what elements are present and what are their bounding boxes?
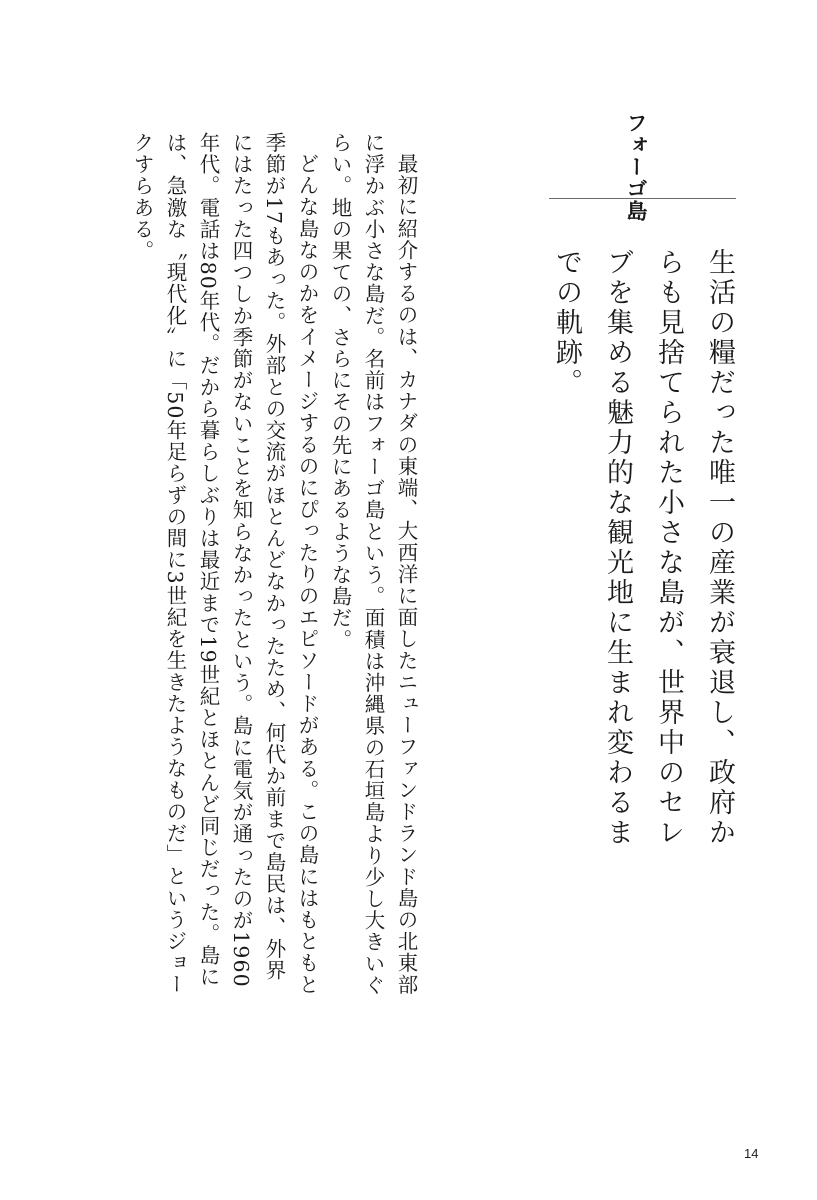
article-lead: 生活の糧だった唯一の産業が衰退し、政府からも見捨てられた小さな島が、世界中のセレブを集める魅力的な観光地に生まれ変わるまでの軌跡。	[551, 248, 735, 848]
body-paragraph: 最初に紹介するのは、カナダの東端、大西洋に面したニューファンドランド島の北東部に浮かぶ小さな島だ。名前はフォーゴ島という。面積は沖縄県の石垣島より少し大きいぐらい。地の果ての、さらにその先にあるような島だ。	[328, 132, 418, 996]
body-paragraph: どんな島なのかをイメージするのにぴったりのエピソードがある。この島にはもともと季節が17もあった。外部との交流がほとんどなかったため、何代か前まで島民は、外界にはたった四つしか季節がないことを知らなかったという。島に電気が通ったのが1960年代。電話は80年代。だから暮らしぶりは最近まで19世紀とほとんど同じだった。島には、急激な〝現代化〟に「50年足らずの間に3世紀を生きたようなものだ」というジョークすらある。	[130, 132, 319, 996]
page-number: 14	[744, 1146, 759, 1161]
title-divider	[549, 198, 736, 199]
article-body	[92, 132, 422, 1002]
article-title: フォーゴ島	[624, 112, 648, 222]
